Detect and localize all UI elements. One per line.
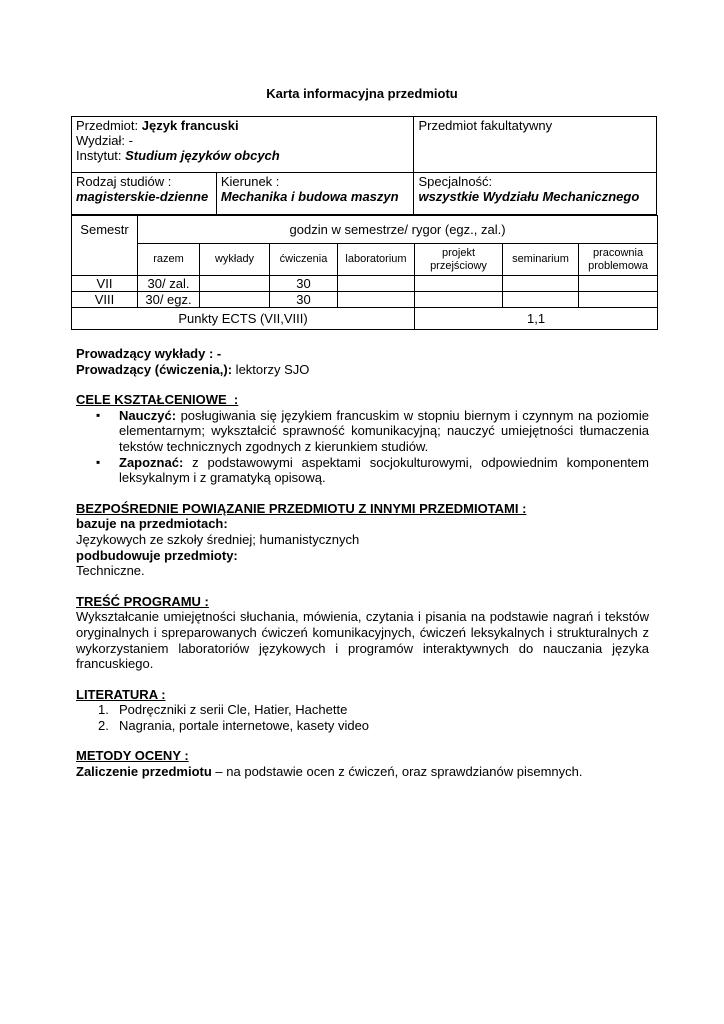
row-seminarium (503, 292, 579, 308)
literatura-item-number: 1. (98, 702, 109, 718)
cele-item-label: Nauczyć: (119, 407, 177, 423)
row-laboratorium (338, 292, 415, 308)
list-item (76, 718, 649, 734)
row-cwiczenia: 30 (270, 276, 338, 292)
kierunek-cell (216, 173, 414, 215)
row-pracownia (579, 276, 658, 292)
rodzaj-value: magisterskie-dzienne (76, 189, 209, 204)
rodzaj-cell (72, 173, 217, 215)
ects-value: 1,1 (415, 308, 658, 330)
col-projekt-line1: projekt (441, 246, 476, 259)
metody-text (76, 764, 649, 780)
metody-value: – na podstawie ocen z ćwiczeń, oraz sprawdzianów pisemnych. (211, 764, 583, 780)
list-item (76, 702, 649, 718)
prowadzacy-cwiczenia (76, 362, 649, 378)
document-body (76, 346, 649, 780)
ects-label: Punkty ECTS (VII,VIII) (72, 308, 415, 330)
specjalnosc-value: wszystkie Wydziału Mechanicznego (418, 189, 640, 204)
col-seminarium: seminarium (503, 244, 579, 276)
podbudowuje-label: podbudowuje przedmioty: (76, 547, 238, 563)
fakultatywny-cell: Przedmiot fakultatywny (414, 117, 657, 173)
prowadzacy-cwiczenia-label: Prowadzący (ćwiczenia,): (76, 361, 233, 377)
table-row (72, 292, 658, 308)
col-razem: razem (138, 244, 200, 276)
przedmiot-label: Przedmiot: (76, 118, 142, 133)
literatura-item-text: Podręczniki z serii Cle, Hatier, Hachette (119, 702, 348, 718)
cele-item-text: z podstawowymi aspektami socjokulturowymi, odpowiednim komponentem leksykalnym i z gramatyką opisową. (119, 454, 649, 486)
course-header-table (71, 116, 657, 215)
cele-item-text: posługiwania się językiem francuskim w stopniu biernym i czynnym na poziomie elementarnym; wykształcić sprawność komunikacyjną; nauczyć umiejętności tłumaczenia tekstów technicznych zgodnych z kierunkiem studiów. (119, 407, 649, 454)
col-wyklady: wykłady (200, 244, 270, 276)
wydzial-line: Wydział: - (76, 133, 133, 148)
semestr-header: Semestr (72, 216, 138, 276)
cele-list (76, 408, 649, 486)
przedmiot-value: Język francuski (141, 118, 239, 133)
row-projekt (415, 292, 503, 308)
literatura-item-number: 2. (98, 717, 109, 733)
powiazanie-heading: BEZPOŚREDNIE POWIĄZANIE PRZEDMIOTU Z INNYMI PRZEDMIOTAMI : (76, 500, 527, 516)
row-projekt (415, 276, 503, 292)
col-projekt (415, 244, 503, 276)
cele-heading: CELE KSZTAŁCENIOWE : (76, 392, 239, 408)
list-item (76, 455, 649, 486)
row-razem: 30/ egz. (138, 292, 200, 308)
prowadzacy-wyklady: Prowadzący wykłady : - (76, 346, 222, 361)
tresc-heading: TREŚĆ PROGRAMU : (76, 593, 209, 609)
semester-hours-table (71, 215, 658, 330)
row-semestr: VII (72, 276, 138, 292)
row-semestr: VIII (72, 292, 138, 308)
literatura-heading: LITERATURA : (76, 686, 166, 702)
rodzaj-label: Rodzaj studiów : (76, 174, 172, 189)
specjalnosc-cell (414, 173, 657, 215)
podbudowuje-value: Techniczne. (76, 563, 145, 579)
prowadzacy-cwiczenia-value: lektorzy SJO (232, 361, 310, 377)
course-info-cell (72, 117, 414, 173)
row-cwiczenia: 30 (270, 292, 338, 308)
row-seminarium (503, 276, 579, 292)
hours-header: godzin w semestrze/ rygor (egz., zal.) (138, 216, 658, 244)
col-pracownia-line1: pracownia (592, 246, 644, 259)
cele-item-label: Zapoznać: (119, 454, 184, 470)
page-title: Karta informacyjna przedmiotu (266, 86, 458, 101)
bazuje-value: Językowych ze szkoły średniej; humanistycznych (76, 531, 360, 547)
row-laboratorium (338, 276, 415, 292)
col-pracownia-line2: problemowa (588, 259, 648, 272)
literatura-list (76, 702, 649, 733)
metody-heading: METODY OCENY : (76, 748, 189, 764)
bazuje-label: bazuje na przedmiotach: (76, 516, 228, 532)
row-pracownia (579, 292, 658, 308)
list-item (76, 408, 649, 455)
specjalnosc-label: Specjalność: (418, 174, 493, 189)
col-projekt-line2: przejściowy (430, 259, 487, 272)
instytut-label: Instytut: (76, 148, 126, 163)
instytut-value: Studium języków obcych (125, 148, 280, 163)
col-cwiczenia: ćwiczenia (270, 244, 338, 276)
row-wyklady (200, 292, 270, 308)
table-row (72, 276, 658, 292)
literatura-item-text: Nagrania, portale internetowe, kasety video (119, 717, 370, 733)
tresc-text: Wykształcanie umiejętności słuchania, mówienia, czytania i pisania na podstawie nagrań i tekstów oryginalnych i spreparowanych ćwiczeń komunikacyjnych, ćwiczeń leksykalnych i strukturalnych z wykorzystaniem laboratoriów językowych i programów interaktywnych do nauczania języka francuskiego. (76, 609, 649, 672)
col-laboratorium: laboratorium (338, 244, 415, 276)
kierunek-label: Kierunek : (220, 174, 280, 189)
kierunek-value: Mechanika i budowa maszyn (220, 189, 399, 204)
metody-label: Zaliczenie przedmiotu (76, 764, 212, 780)
row-razem: 30/ zal. (138, 276, 200, 292)
row-wyklady (200, 276, 270, 292)
col-pracownia (579, 244, 658, 276)
